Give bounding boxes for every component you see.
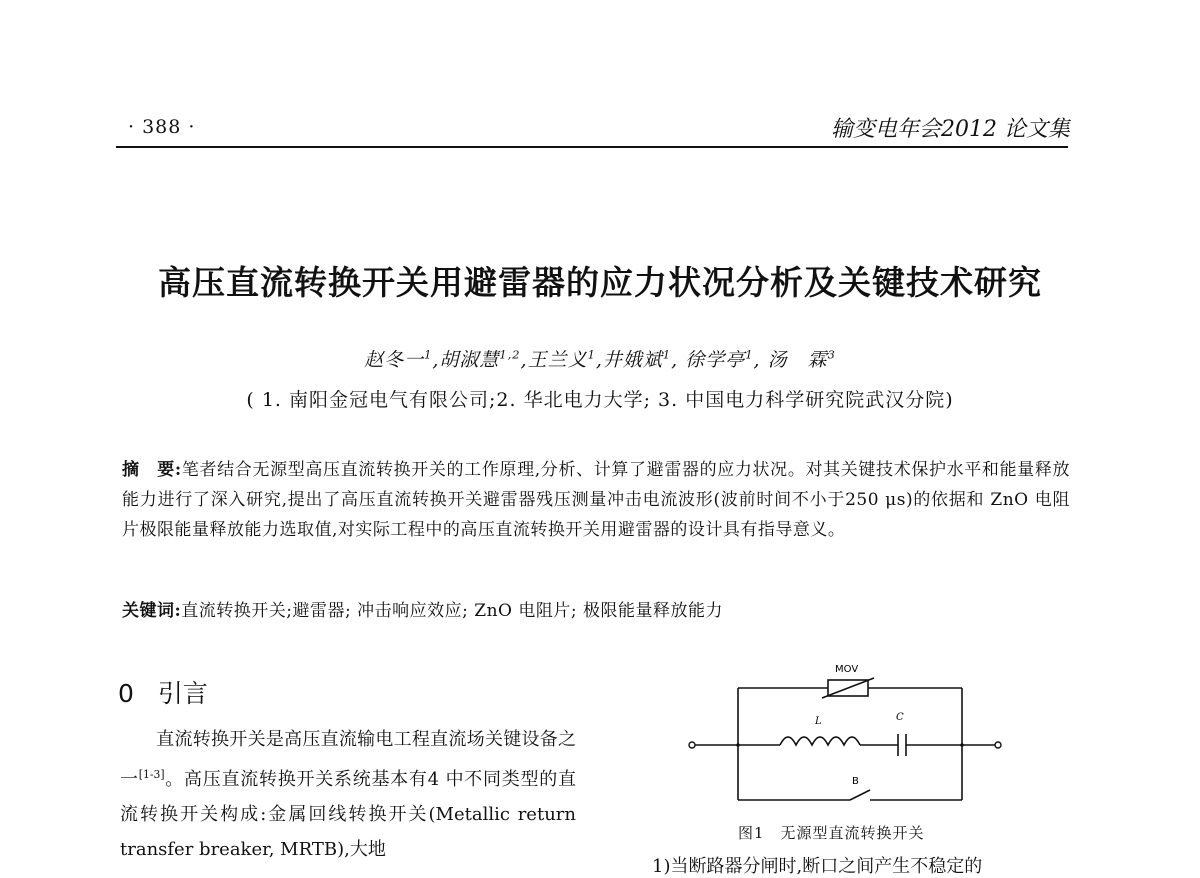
body-paragraph: 直流转换开关是高压直流输电工程直流场关键设备之一 (120, 729, 576, 790)
author: 王兰义 (527, 349, 588, 371)
page-number: · 388 · (128, 116, 196, 138)
author: 赵冬一 (364, 349, 425, 371)
right-column-text: 1)当断路器分闸时,断口之间产生不稳定的 (652, 856, 983, 877)
body-text (120, 722, 576, 867)
body-paragraph-rest: 。高压直流转换开关系统基本有4 中不同类型的直流转换开关构成:金属回线转换开关(Metallic return transfer breaker, MRTB),大地 (120, 769, 577, 860)
keywords-text: 直流转换开关;避雷器; 冲击响应效应; ZnO 电阻片; 极限能量释放能力 (181, 601, 724, 621)
section-title: 引言 (157, 679, 208, 708)
author-affil-mark: 3 (827, 347, 836, 362)
keywords (122, 596, 1070, 621)
journal-name: 输变电年会2012 论文集 (831, 117, 1070, 142)
section-number: 0 (118, 679, 134, 708)
author-affil-mark: 1,2 (499, 347, 521, 362)
author: 井娥斌 (602, 349, 663, 371)
author-affil-mark: 1 (587, 347, 596, 362)
figure-caption: 图1 无源型直流转换开关 (738, 824, 925, 842)
author-affil-mark: 1 (745, 347, 754, 362)
circuit-figure (680, 660, 1010, 805)
author: 徐学亭 (685, 349, 746, 371)
keywords-label: 关键词: (122, 601, 182, 621)
abstract (122, 455, 1070, 545)
header-rule (116, 146, 1068, 148)
author-affil-mark: 1 (424, 347, 433, 362)
label-l: L (815, 716, 822, 727)
paper-title: 高压直流转换开关用避雷器的应力状况分析及关键技术研究 (158, 263, 1042, 302)
abstract-label: 摘 要: (122, 460, 182, 480)
citation: [1-3] (138, 768, 165, 781)
abstract-text: 笔者结合无源型高压直流转换开关的工作原理,分析、计算了避雷器的应力状况。对其关键技术保护水平和能量释放能力进行了深入研究,提出了高压直流转换开关避雷器残压测量冲击电流波形(波前时间不小于250 μs)的依据和 ZnO 电阻片极限能量释放能力选取值,对实际工程中的高压直流转换开关用避雷器的设计具有指导意义。 (122, 460, 1070, 540)
affiliations: ( 1. 南阳金冠电气有限公司;2. 华北电力大学; 3. 中国电力科学研究院武汉分院) (246, 389, 954, 411)
author-list: 赵冬一$^1$,胡淑慧$^{1,2}$,王兰义$^1$,井娥斌$^1$, 徐学亭$^1$, 汤 霖$^3$ (364, 347, 836, 371)
label-c: C (896, 712, 904, 723)
author: 胡淑慧 (439, 349, 500, 371)
author: 汤 霖 (767, 349, 828, 371)
author-affil-mark: 1 (662, 347, 672, 362)
label-mov: MOV (835, 664, 859, 675)
label-b: B (852, 776, 859, 787)
section-heading (118, 674, 208, 710)
